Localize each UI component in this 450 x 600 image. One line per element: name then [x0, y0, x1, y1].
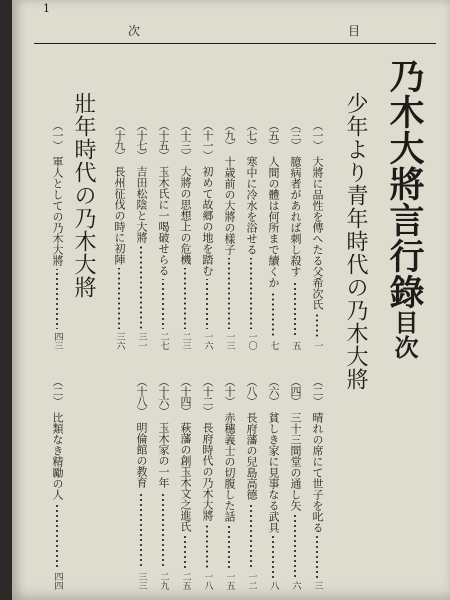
toc-entry-leader — [250, 258, 252, 329]
header-left-char: 次 — [128, 24, 141, 38]
toc-entry-number: （十六） — [157, 376, 170, 416]
toc-entry-number: （六） — [267, 376, 280, 406]
toc-entry-page: 一八 — [202, 572, 213, 590]
toc-entry-leader — [184, 268, 186, 329]
toc-entry-title: 赤穗義士の切腹した話 — [223, 412, 236, 522]
toc-entry-page: 六 — [290, 581, 301, 590]
toc-entry — [130, 120, 152, 350]
toc-entry — [262, 376, 284, 590]
toc-entry-number: （一） — [311, 120, 324, 150]
toc-entry-page: 一〇 — [246, 332, 257, 350]
toc-entry-title: 大將に品性を傳へたる父希次氏 — [311, 156, 324, 310]
toc-entry-page: 五 — [290, 341, 301, 350]
toc-entry-number: （十九） — [113, 120, 126, 160]
toc-entry-number: （二） — [51, 376, 64, 406]
toc-entry — [108, 120, 130, 350]
toc-entry-leader — [162, 279, 164, 329]
page — [12, 0, 450, 600]
toc-entry-page: 二九 — [158, 572, 169, 590]
toc-entry — [46, 120, 68, 350]
toc-entry-leader — [228, 258, 230, 329]
toc-entry-leader — [250, 503, 252, 569]
toc-entry-page: 二三 — [180, 332, 191, 350]
toc-entry-number: （十二） — [201, 376, 214, 416]
toc-entry-title: 軍人としての乃木大將 — [51, 156, 64, 266]
toc-entry-page: 三 — [312, 581, 323, 590]
toc-entry-leader — [206, 279, 208, 329]
toc-entry-page: 三三 — [136, 572, 147, 590]
header-rule — [34, 43, 436, 44]
toc-entry-leader — [316, 313, 318, 338]
toc-entry — [240, 120, 262, 350]
toc-entry-leader — [140, 246, 142, 329]
toc-entry-leader — [316, 536, 318, 578]
toc-entry — [284, 376, 306, 590]
toc-entry — [218, 120, 240, 350]
toc-entry-title: 人間の體は何所まで續くか — [267, 156, 280, 288]
toc-entry-page: 一 — [312, 341, 323, 350]
toc-entry-title: 晴れの席にて世子を叱る — [311, 412, 324, 533]
toc-entry — [152, 120, 174, 350]
toc-entry-number: （五） — [267, 120, 280, 150]
toc-entry-title: 初めて故郷の地を踏む — [201, 166, 214, 276]
toc-entry-leader — [294, 514, 296, 578]
toc-entry-page: 二五 — [180, 572, 191, 590]
book-title-suffix: 目次 — [390, 310, 419, 360]
toc-entry-title: 玉木家の一年 — [157, 422, 170, 488]
toc-entry-title: 寒中に冷水を浴せる — [245, 156, 258, 255]
toc-entry-title: 長州征伐の時に初陣 — [113, 166, 126, 265]
toc-entry-number: （十五） — [157, 120, 170, 160]
toc-entry-number: （十八） — [135, 376, 148, 416]
toc-entry-number: （十） — [223, 376, 236, 406]
toc-entry — [196, 120, 218, 350]
toc-entry-number: （二） — [311, 376, 324, 406]
toc-entry-leader — [206, 524, 208, 569]
toc-entry — [284, 120, 306, 350]
toc-entry-number: （十七） — [135, 120, 148, 160]
section1-title: 少年より青年時代の乃木大將 — [343, 92, 368, 391]
toc-entry-title: 萩藩の創玉木文之進氏 — [179, 422, 192, 532]
toc-entry-page: 一二 — [246, 572, 257, 590]
toc-entry-page: 一三 — [224, 332, 235, 350]
toc-entry — [174, 376, 196, 590]
toc-entry-leader — [140, 491, 142, 569]
toc-entry-leader — [294, 280, 296, 338]
toc-entry — [218, 376, 240, 590]
toc-entry-title: 長府藩の兒島高德 — [245, 412, 258, 500]
toc-entry-leader — [272, 291, 274, 338]
toc-entry-page: 一六 — [202, 332, 213, 350]
toc-entry — [306, 120, 328, 350]
toc-entry-leader — [56, 269, 58, 329]
page-number: 1 — [43, 2, 50, 15]
toc-entry-page: 三一 — [136, 332, 147, 350]
section2-title: 壯年時代の乃木大將 — [71, 92, 96, 299]
toc-entry-number: （十三） — [179, 120, 192, 160]
toc-entry-leader — [118, 268, 120, 329]
toc-entry-page: 八 — [268, 581, 279, 590]
toc-entry-number: （十四） — [179, 376, 192, 416]
toc-entry — [262, 120, 284, 350]
toc-entry-leader — [56, 503, 58, 569]
toc-entry-leader — [184, 535, 186, 569]
book-title-main: 乃木大將言行錄 — [384, 58, 425, 310]
toc-entry-number: （十一） — [201, 120, 214, 160]
toc-entry — [196, 376, 218, 590]
toc-entry-title: 比類なき精勵の人 — [51, 412, 64, 500]
header-right-char: 目 — [348, 24, 361, 38]
toc-entry-leader — [162, 491, 164, 569]
toc-entry — [46, 376, 68, 590]
toc-entry-title: 貧しき家に見事なる武具 — [267, 412, 280, 533]
toc-entry — [240, 376, 262, 590]
toc-entry-leader — [228, 525, 230, 569]
toc-entry-title: 大將の思想上の危機 — [179, 166, 192, 265]
toc-entry-title: 吉田松陰と大將 — [135, 166, 148, 243]
toc-entry-title: 三十三間堂の通し矢 — [289, 412, 302, 511]
book-title — [384, 58, 424, 360]
toc-entry-title: 明倫館の教育 — [135, 422, 148, 488]
toc-entry-page: 七 — [268, 341, 279, 350]
toc-entry — [130, 376, 152, 590]
toc-entry-number: （一） — [51, 120, 64, 150]
toc-entry-number: （八） — [245, 376, 258, 406]
toc-entry-number: （三） — [289, 120, 302, 150]
toc-entry-page: 一五 — [224, 572, 235, 590]
toc-entry-number: （七） — [245, 120, 258, 150]
toc-entry-page: 二七 — [158, 332, 169, 350]
toc-entry-number: （四） — [289, 376, 302, 406]
toc-entry-title: 臆病者があれば刺し殺す — [289, 156, 302, 277]
toc-entry-title: 長府時代の乃木大將 — [201, 422, 214, 521]
toc-entry-title: 十歳前の大將の樣子 — [223, 156, 236, 255]
toc-entry — [306, 376, 328, 590]
toc-entry — [174, 120, 196, 350]
toc-entry-page: 四三 — [52, 332, 63, 350]
toc-entry-number: （九） — [223, 120, 236, 150]
toc-entry-leader — [272, 536, 274, 578]
toc-entry — [152, 376, 174, 590]
toc-entry-title: 玉木氏に一喝破せらる — [157, 166, 170, 276]
toc-entry-page: 四四 — [52, 572, 63, 590]
toc-entry-page: 三六 — [114, 332, 125, 350]
